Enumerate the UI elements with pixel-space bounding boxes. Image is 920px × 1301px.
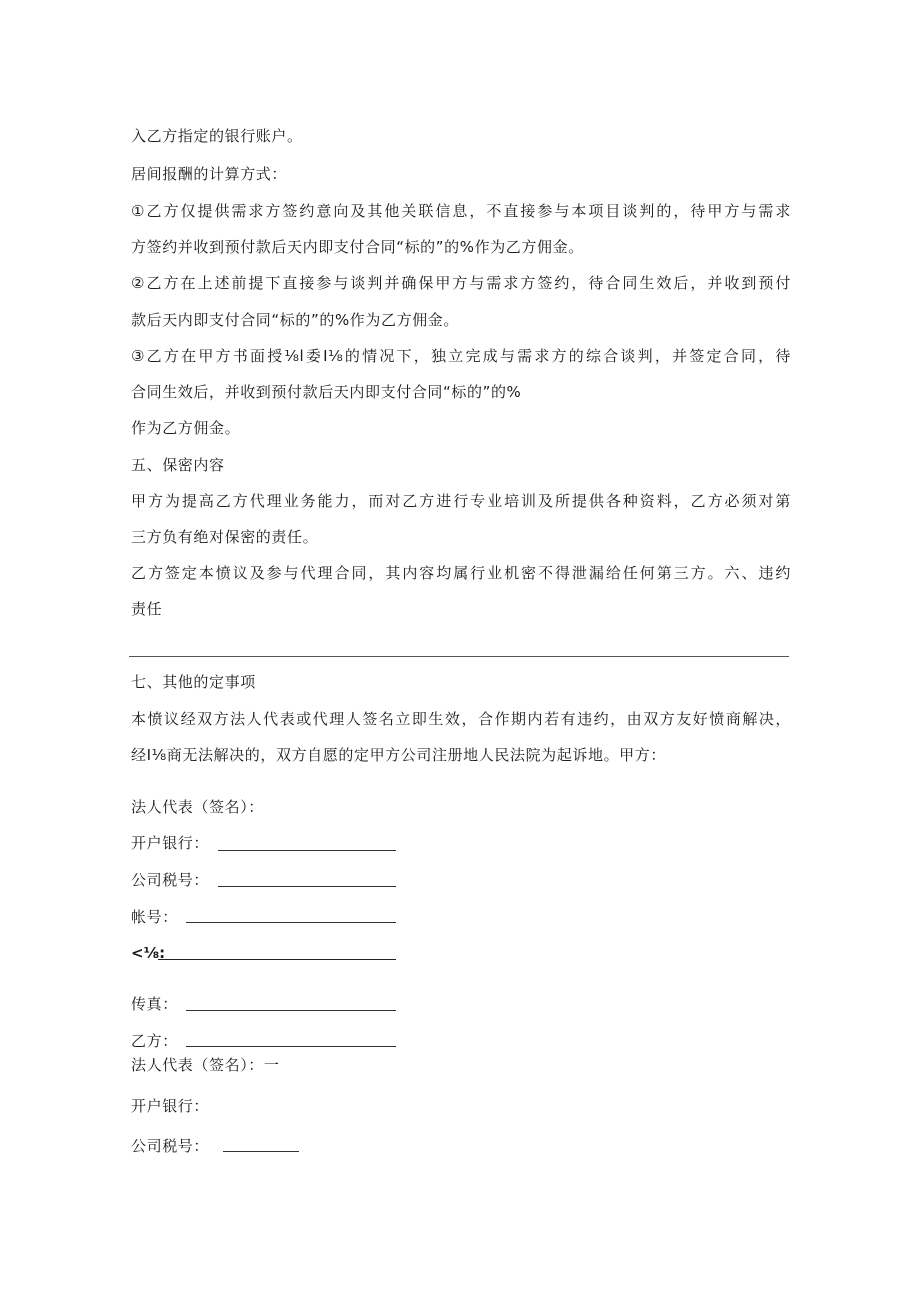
party-a-tax-blank[interactable] [218, 886, 396, 887]
party-a-account-field [131, 907, 178, 929]
party-b-tax-blank[interactable] [223, 1151, 299, 1152]
party-a-tax-field [131, 870, 209, 892]
paragraph-commission-method: 居间报酬的计算方式： [131, 165, 288, 183]
party-a-fax-label: 传真： [131, 995, 178, 1013]
party-a-account-label: 帐号： [131, 908, 178, 926]
party-b-rep-label: 法人代表（签名）：一 [131, 1056, 280, 1074]
party-b-bank-field [131, 1096, 209, 1118]
paragraph-effect-line-2: 经I⅛商无法解决的，双方自愿的定甲方公司注册地人民法院为起诉地。甲方： [131, 746, 666, 764]
party-a-phone-label: <⅛: [131, 944, 166, 962]
paragraph-clause-3-line-1: ③乙方在甲方书面授⅛l委I⅛的情况下，独立完成与需求方的综合谈判，并签定合同，待 [131, 347, 791, 365]
paragraph-clause-1-line-2: 方签约并收到预付款后天内即支付合同“标的”的%作为乙方佣金。 [131, 238, 584, 256]
party-a-bank-field [131, 833, 209, 855]
party-b-title-field [131, 1031, 178, 1053]
paragraph-clause-3-line-3: 作为乙方佣金。 [131, 419, 241, 437]
party-b-rep-field [131, 1055, 280, 1077]
section-heading-confidentiality: 五、保密内容 [131, 456, 225, 474]
party-a-phone-field [131, 943, 165, 965]
paragraph-confidentiality-line-1: 甲方为提高乙方代理业务能力，而对乙方进行专业培训及所提供各种资料，乙方必须对第 [131, 492, 791, 510]
paragraph-bank-account: 入乙方指定的银行账户。 [131, 127, 303, 145]
party-b-title-label: 乙方： [131, 1032, 178, 1050]
paragraph-confidentiality-line-2: 三方负有绝对保密的责任。 [131, 528, 319, 546]
party-b-tax-label: 公司税号： [131, 1137, 210, 1155]
section-divider [129, 656, 789, 657]
party-a-phone-blank[interactable] [158, 959, 396, 960]
paragraph-clause-3-line-2: 合同生效后，并收到预付款后天内即支付合同“标的”的% [131, 383, 522, 401]
paragraph-clause-1-line-1: ①乙方仅提供需求方签约意向及其他关联信息，不直接参与本项目谈判的，待甲方与需求 [131, 202, 791, 220]
paragraph-effect-line-1: 本愤议经双方法人代表或代理人签名立即生效，合作期内若有违约，由双方友好愤商解决， [131, 710, 791, 728]
party-a-bank-label: 开户银行： [131, 834, 210, 852]
paragraph-clause-2-line-2: 款后天内即支付合同“标的”的%作为乙方佣金。 [131, 311, 459, 329]
paragraph-secrecy-line-2: 责任 [131, 600, 163, 618]
party-b-title-blank[interactable] [186, 1046, 396, 1047]
party-a-rep-field [131, 797, 264, 819]
party-a-fax-blank[interactable] [186, 1010, 396, 1011]
section-heading-other-matters: 七、其他的定事项 [131, 673, 256, 691]
party-b-tax-field [131, 1136, 209, 1158]
paragraph-secrecy-line-1: 乙方签定本愤议及参与代理合同，其内容均属行业机密不得泄漏给任何第三方。六、违约 [131, 564, 791, 582]
party-a-account-blank[interactable] [186, 922, 396, 923]
party-a-tax-label: 公司税号： [131, 871, 210, 889]
party-a-rep-label: 法人代表（签名）： [131, 798, 264, 816]
paragraph-clause-2-line-1: ②乙方在上述前提下直接参与谈判并确保甲方与需求方签约，待合同生效后，并收到预付 [131, 274, 791, 292]
party-b-bank-label: 开户银行： [131, 1097, 210, 1115]
party-a-fax-field [131, 994, 178, 1016]
party-a-bank-blank[interactable] [218, 850, 396, 851]
